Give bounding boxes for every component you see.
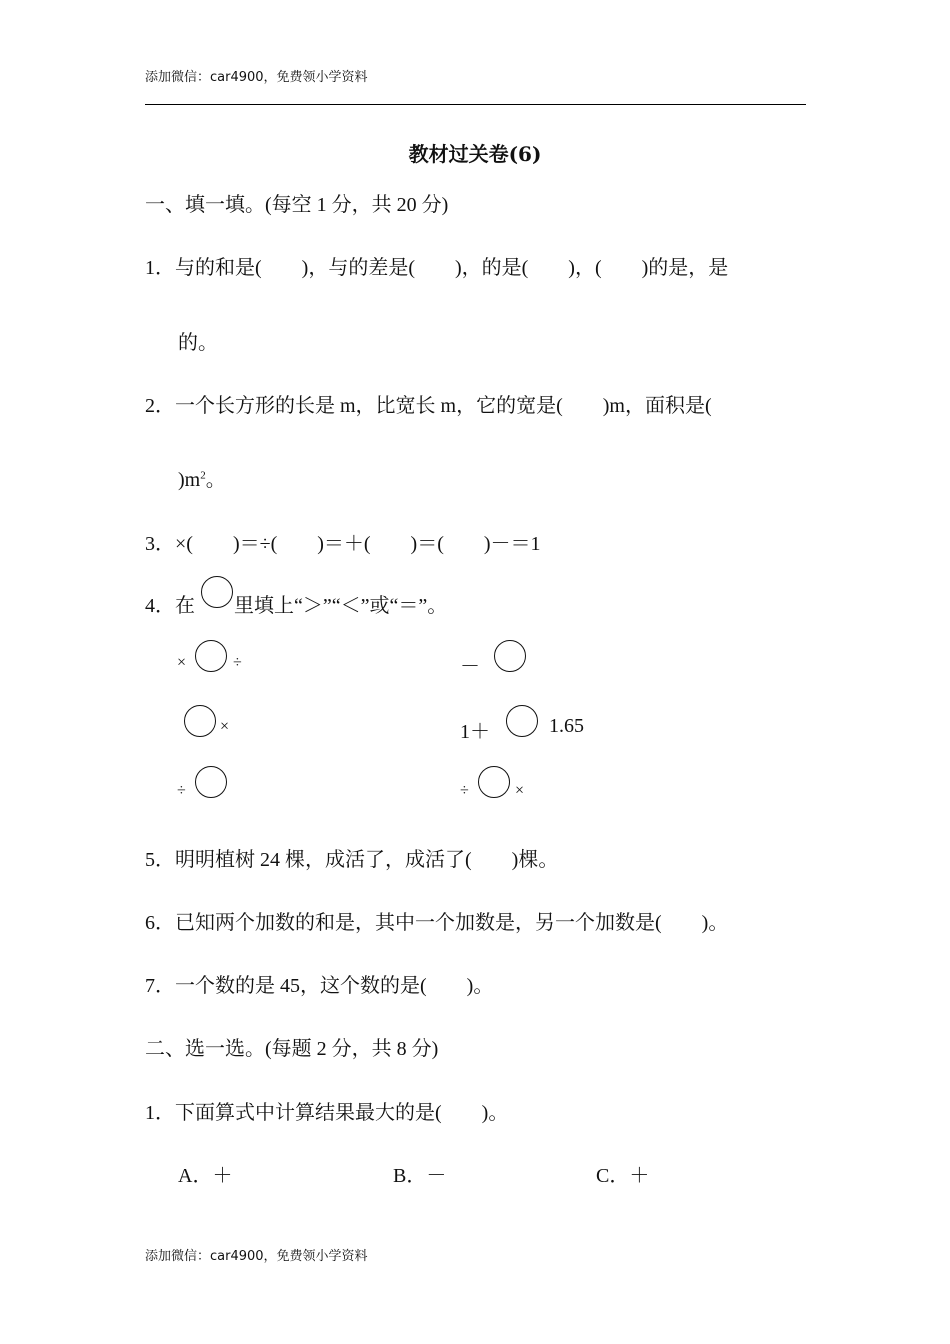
page-footer: 添加微信：car4900，免费领小学资料 (145, 1249, 368, 1264)
q4-prefix: 4．在 (145, 595, 195, 617)
header-rule (145, 104, 806, 105)
q4-r3-right-op2: × (515, 782, 525, 799)
q1-line1: 1．与的和是( )，与的差是( )，的是( )，( )的是，是 (145, 257, 729, 279)
q5-line: 5．明明植树 24 棵，成活了，成活了( )棵。 (145, 849, 559, 871)
q7-line: 7．一个数的是 45，这个数的是( )。 (145, 975, 494, 997)
q4-circle-icon (201, 576, 233, 608)
q6-line: 6．已知两个加数的和是，其中一个加数是，另一个加数是( )。 (145, 912, 729, 934)
q4-r1-left-op2: ÷ (233, 654, 242, 671)
section1-heading: 一、填一填。(每空 1 分，共 20 分) (145, 194, 449, 216)
q2-line1: 2．一个长方形的长是 m，比宽长 m，它的宽是( )m，面积是( (145, 395, 712, 417)
q4-r3-right-op1: ÷ (460, 782, 469, 799)
compare-circle-icon[interactable] (478, 766, 510, 798)
compare-circle-icon[interactable] (195, 766, 227, 798)
q4-r1-right-op: － (460, 656, 480, 678)
page-header: 添加微信：car4900，免费领小学资料 (145, 70, 368, 85)
q4-r1-left-op1: × (177, 654, 187, 671)
q4-suffix: 里填上“＞”“＜”或“＝”。 (234, 595, 448, 617)
q4-r2-right-value: 1.65 (549, 715, 584, 737)
section2-heading: 二、选一选。(每题 2 分，共 8 分) (145, 1038, 439, 1060)
option-c[interactable]: C．＋ (596, 1165, 650, 1187)
compare-circle-icon[interactable] (184, 705, 216, 737)
q4-r3-left-op: ÷ (177, 782, 186, 799)
option-a[interactable]: A．＋ (178, 1165, 233, 1187)
compare-circle-icon[interactable] (506, 705, 538, 737)
q2-line2-suffix: 。 (205, 469, 226, 491)
q2-line2 (178, 463, 226, 492)
option-b[interactable]: B．－ (393, 1165, 447, 1187)
q4-r2-left-op: × (220, 718, 230, 735)
q4-r2-right-op: 1＋ (460, 721, 490, 743)
compare-circle-icon[interactable] (195, 640, 227, 672)
s2-q1-line: 1．下面算式中计算结果最大的是( )。 (145, 1102, 509, 1124)
q3-line: 3．×( )＝÷( )＝＋( )＝( )－＝1 (145, 533, 541, 555)
q2-line2-prefix: )m (178, 469, 201, 491)
page-title: 教材过关卷(6) (408, 142, 542, 166)
compare-circle-icon[interactable] (494, 640, 526, 672)
q2-superscript: 2 (200, 469, 206, 482)
q1-line2: 的。 (178, 332, 218, 354)
